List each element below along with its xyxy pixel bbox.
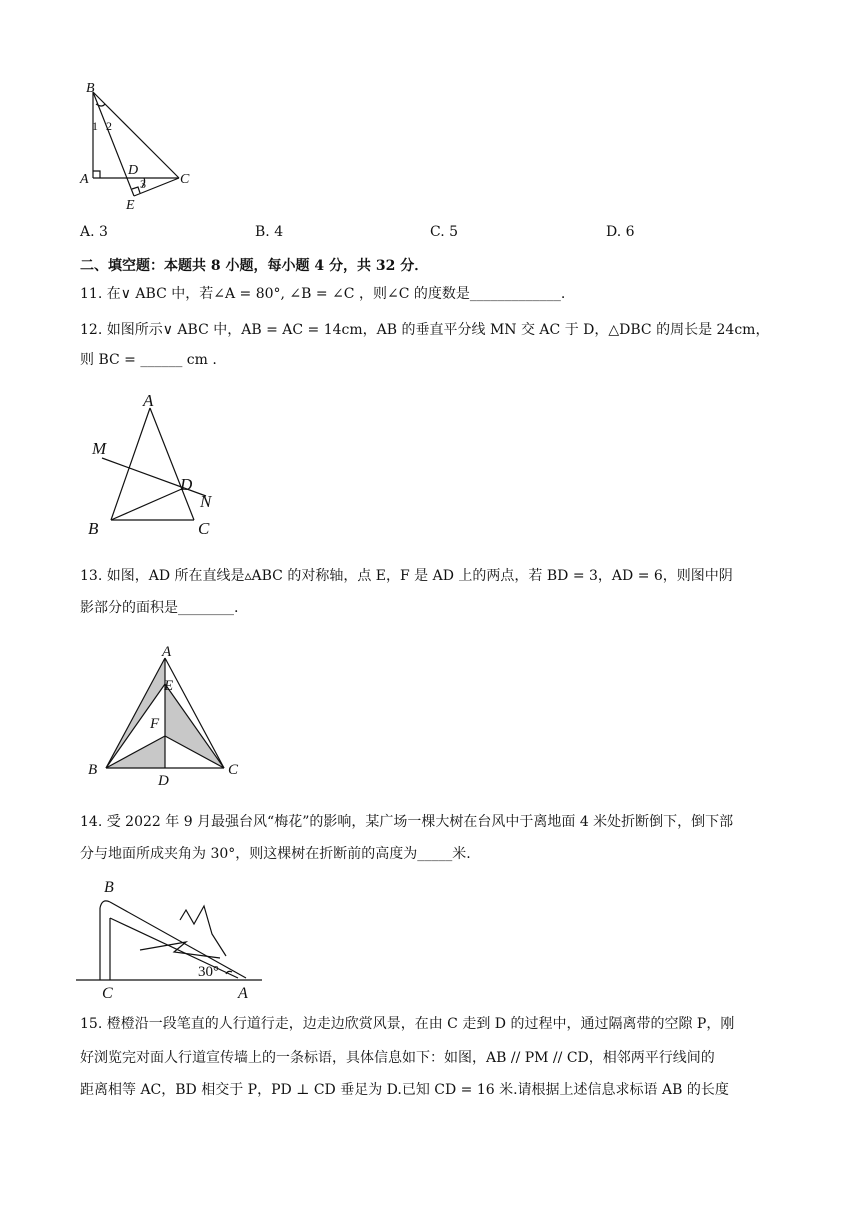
question-11: 11. 在∨ ABC 中，若∠A = 80°, ∠B = ∠C ，则∠C 的度数是_____________. <box>80 286 566 302</box>
question-13-line-2: 影部分的面积是________. <box>80 600 239 616</box>
label-A: A <box>143 391 154 410</box>
option-d: D. 6 <box>606 224 635 240</box>
label-F: F <box>150 716 160 732</box>
figure-q13 <box>84 640 250 788</box>
label-E: E <box>164 678 174 694</box>
label-A: A <box>80 172 89 187</box>
label-B: B <box>104 879 114 896</box>
label-E: E <box>126 198 135 213</box>
question-15-line-3: 距离相等 AC，BD 相交于 P，PD ⊥ CD 垂足为 D.已知 CD = 16 米.请根据上述信息求标语 AB 的长度 <box>80 1082 729 1098</box>
question-14-line-2: 分与地面所成夹角为 30°，则这棵树在折断前的高度为_____米. <box>80 846 471 862</box>
label-B: B <box>88 519 99 538</box>
label-C: C <box>228 762 239 778</box>
question-12-line-2: 则 BC = ______ cm . <box>80 352 217 368</box>
label-C: C <box>102 985 113 1002</box>
label-B: B <box>86 81 95 96</box>
figure-q12 <box>82 388 232 540</box>
angle-30: 30° <box>198 964 219 980</box>
option-b: B. 4 <box>255 224 284 240</box>
label-M: M <box>92 439 107 458</box>
label-B: B <box>88 762 98 778</box>
angle-3: 3 <box>140 177 146 191</box>
label-N: N <box>200 492 212 511</box>
question-15-line-2: 好浏览完对面人行道宣传墙上的一条标语，具体信息如下：如图，AB // PM // CD，相邻两平行线间的 <box>80 1050 715 1066</box>
label-C: C <box>198 519 210 538</box>
option-a: A. 3 <box>80 224 108 240</box>
question-12-line-1: 12. 如图所示∨ ABC 中，AB = AC = 14cm，AB 的垂直平分线 MN 交 AC 于 D，△DBC 的周长是 24cm， <box>80 322 770 338</box>
label-C: C <box>180 172 190 187</box>
question-14-line-1: 14. 受 2022 年 9 月最强台风“梅花”的影响，某广场一棵大树在台风中于离地面 4 米处折断倒下，倒下部 <box>80 814 734 830</box>
label-D: D <box>158 773 169 788</box>
label-A: A <box>162 644 172 660</box>
label-D: D <box>128 163 139 178</box>
figure-q10 <box>76 78 196 218</box>
figure-q14 <box>76 874 266 1004</box>
question-13-line-1: 13. 如图，AD 所在直线是▵ABC 的对称轴，点 E，F 是 AD 上的两点，若 BD = 3，AD = 6，则图中阴 <box>80 568 733 584</box>
label-A: A <box>238 985 248 1002</box>
question-15-line-1: 15. 橙橙沿一段笔直的人行道行走，边走边欣赏风景，在由 C 走到 D 的过程中，通过隔离带的空隙 P，刚 <box>80 1016 735 1032</box>
angle-1: 1 <box>92 119 98 133</box>
section-title: 二、填空题：本题共 8 小题，每小题 4 分，共 32 分． <box>80 258 429 274</box>
angle-2: 2 <box>106 119 112 133</box>
label-D: D <box>180 475 193 494</box>
option-c: C. 5 <box>430 224 459 240</box>
